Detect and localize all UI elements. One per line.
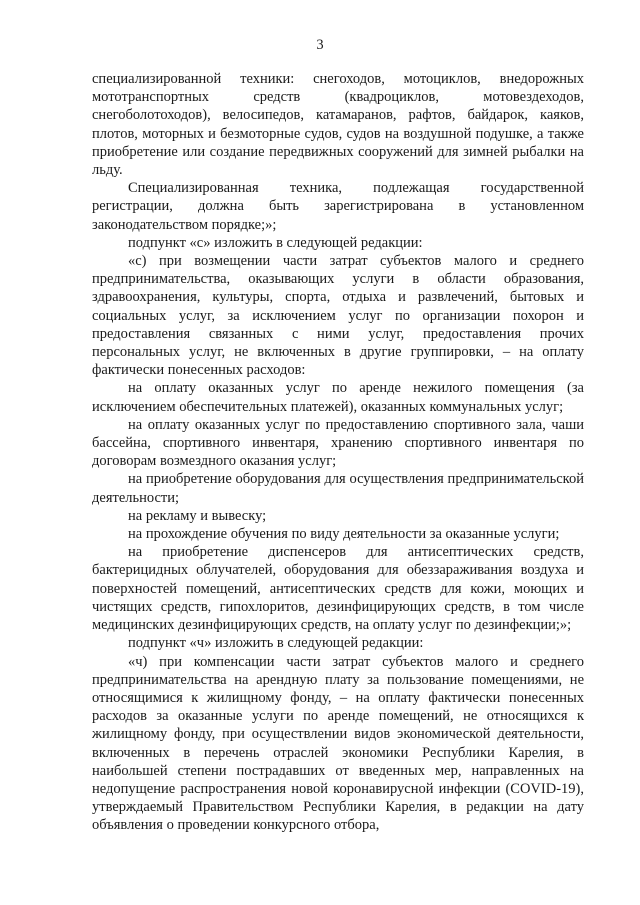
paragraph-5: на оплату оказанных услуг по аренде нежилого помещения (за исключением обеспечительных платежей), оказанных коммунальных услуг; <box>92 380 584 415</box>
paragraph-6: на оплату оказанных услуг по предоставлению спортивного зала, чаши бассейна, спортивного инвентаря, хранению спортивного инвентаря по договорам возмездного оказания услуг; <box>92 416 584 470</box>
paragraph-2: Специализированная техника, подлежащая государственной регистрации, должна быть зарегистрирована в установленном законодательством порядке;»; <box>92 180 584 233</box>
document-body <box>92 70 584 835</box>
paragraph-10: на приобретение диспенсеров для антисептических средств, бактерицидных облучателей, оборудования для обеззараживания воздуха и поверхностей помещений, антисептических средств для кожи, моющих и чистящих средств, гипохлоритов, дезинфицирующих средств, в том числе медицинских дезинфицирующих средств, на оплату услуг по дезинфекции;»; <box>92 544 584 634</box>
paragraph-8: на рекламу и вывеску; <box>128 507 267 524</box>
paragraph-12: «ч) при компенсации части затрат субъектов малого и среднего предпринимательства на арендную плату за пользование помещениями, не относящимися к жилищному фонду, – на оплату фактически понесенных расходов за оказанные услуги по аренде помещений, не относящихся к жилищному фонду, при осуществлении видов экономической деятельности, включенных в перечень отраслей экономики Республики Карелия, в наибольшей степени пострадавших от введенных мер, направленных на недопущение распространения новой коронавирусной инфекции (COVID-19), утверждаемый Правительством Республики Карелия, в редакции на дату объявления о проведении конкурсного отбора, <box>92 653 584 834</box>
paragraph-11: подпункт «ч» изложить в следующей редакции: <box>128 635 424 652</box>
paragraph-9: на прохождение обучения по виду деятельности за оказанные услуги; <box>128 526 560 543</box>
page-number: 3 <box>316 37 324 53</box>
paragraph-3: подпункт «с» изложить в следующей редакции: <box>128 234 423 251</box>
paragraph-4: «с) при возмещении части затрат субъектов малого и среднего предпринимательства, оказывающих услуги в области образования, здравоохранения, культуры, спорта, отдыха и развлечений, бытовых и социальных услуг, за исключением услуг по организации похорон и предоставления связанных с ними услуг, предоставления прочих персональных услуг, не включенных в другие группировки, – на оплату фактически понесенных расходов: <box>92 253 584 379</box>
paragraph-7: на приобретение оборудования для осуществления предпринимательской деятельности; <box>92 471 584 506</box>
paragraph-1: специализированной техники: снегоходов, мотоциклов, внедорожных мототранспортных средств (квадроциклов, мотовездеходов, снегоболотоходов), велосипедов, катамаранов, рафтов, байдарок, каяков, плотов, моторных и безмоторные судов, судов на воздушной подушке, а также приобретение или создание передвижных сооружений для зимней рыбалки на льду. <box>92 71 584 179</box>
